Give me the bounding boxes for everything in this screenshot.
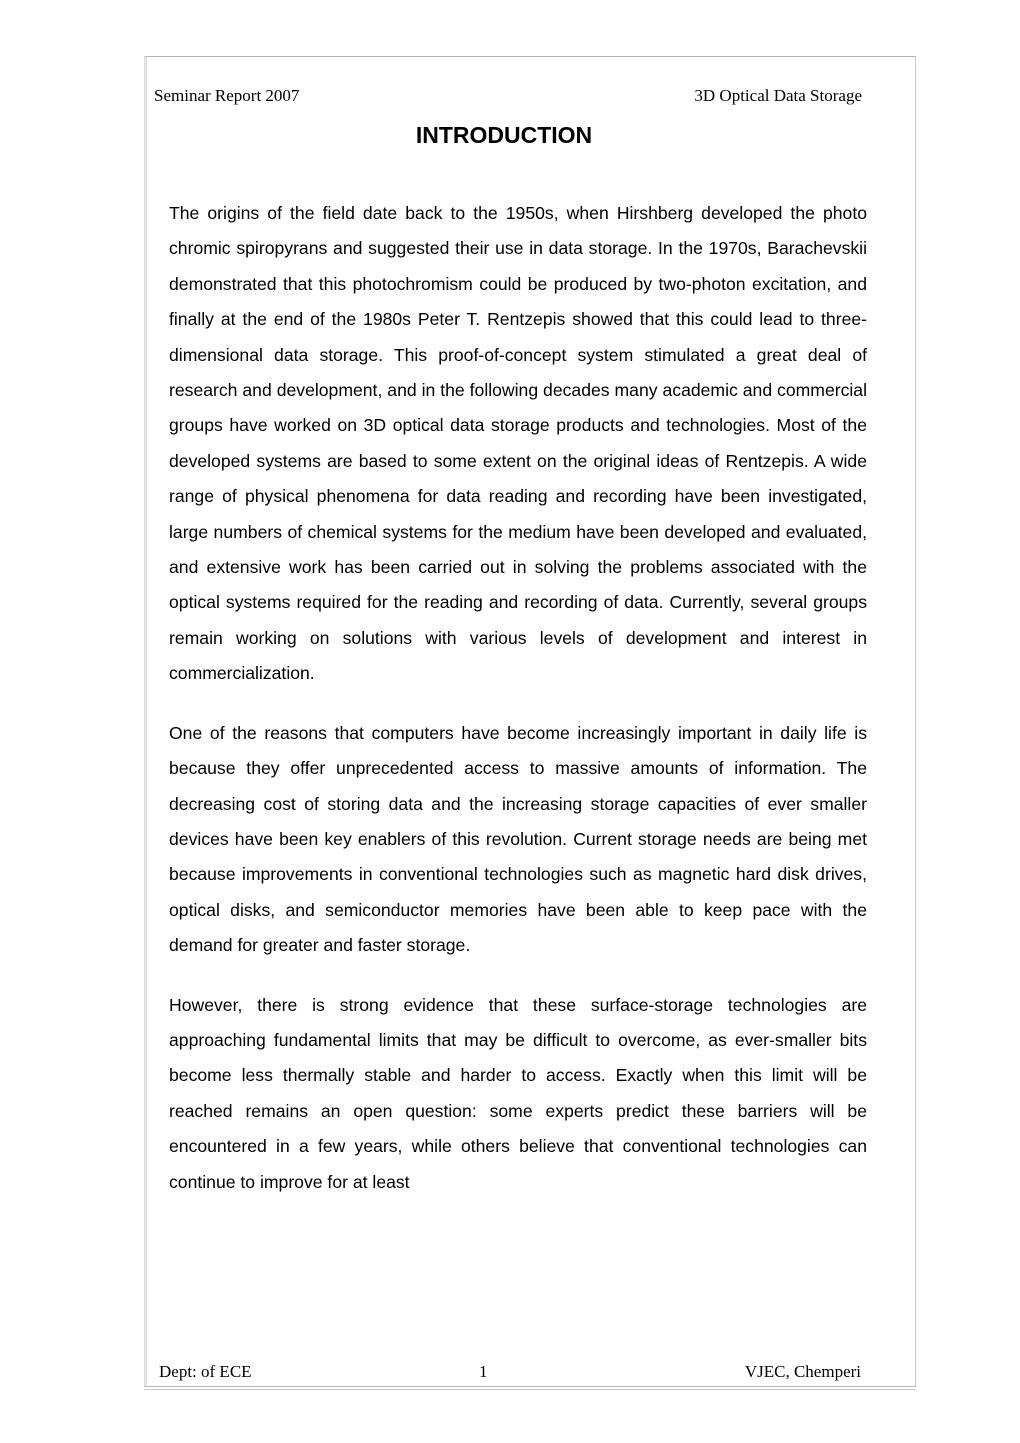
body-text (169, 196, 867, 1224)
paragraph: One of the reasons that computers have become increasingly important in daily life is because they offer unprecedented access to massive amounts of information. The decreasing cost of storing data and the increasing storage capacities of ever smaller devices have been key enablers of this revolution. Current storage needs are being met because improvements in conventional technologies such as magnetic hard disk drives, optical disks, and semiconductor memories have been able to keep pace with the demand for greater and faster storage. (169, 722, 867, 956)
header-topic: 3D Optical Data Storage (694, 86, 862, 105)
header-report-title: Seminar Report 2007 (154, 86, 300, 105)
section-title: INTRODUCTION (415, 122, 593, 148)
paragraph: The origins of the field date back to the 1950s, when Hirshberg developed the photo chromic spiropyrans and suggested their use in data storage. In the 1970s, Barachevskii demonstrated that this photochromism could be produced by two-photon excitation, and finally at the end of the 1980s Peter T. Rentzepis showed that this could lead to three-dimensional data storage. This proof-of-concept system stimulated a great deal of research and development, and in the following decades many academic and commercial groups have worked on 3D optical data storage products and technologies. Most of the developed systems are based to some extent on the original ideas of Rentzepis. A wide range of physical phenomena for data reading and recording have been investigated, large numbers of chemical systems for the medium have been developed and evaluated, and extensive work has been carried out in solving the problems associated with the optical systems required for the reading and recording of data. Currently, several groups remain working on solutions with various levels of development and interest in commercialization. (169, 203, 867, 684)
page-number: 1 (479, 1362, 488, 1381)
footer-institution: VJEC, Chemperi (744, 1362, 861, 1381)
paragraph: However, there is strong evidence that these surface-storage technologies are approaching fundamental limits that may be difficult to overcome, as ever-smaller bits become less thermally stable and harder to access. Exactly when this limit will be reached remains an open question: some experts predict these barriers will be encountered in a few years, while others believe that conventional technologies can continue to improve for at least (169, 994, 867, 1192)
page-header (154, 86, 862, 106)
footer-department: Dept: of ECE (159, 1362, 252, 1381)
